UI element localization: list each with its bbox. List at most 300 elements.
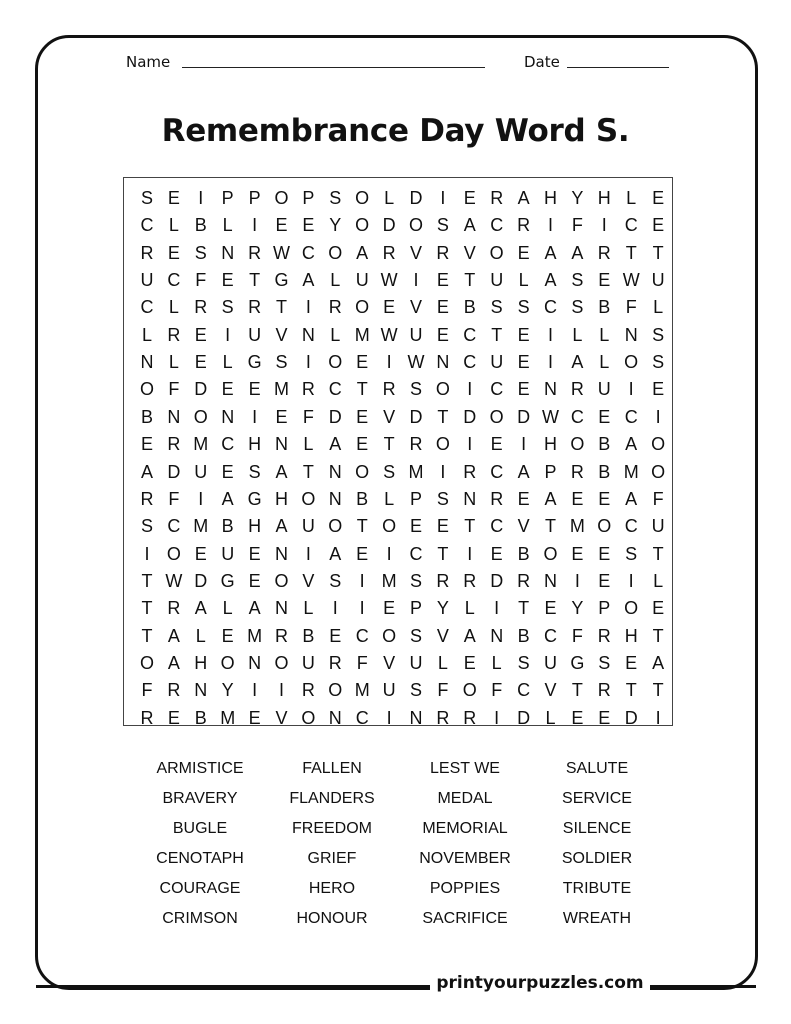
grid-letter[interactable]: T (491, 324, 503, 345)
grid-letter[interactable]: C (517, 680, 531, 701)
grid-letter[interactable]: T (302, 461, 314, 482)
grid-letter[interactable]: O (489, 242, 504, 263)
grid-letter[interactable]: P (221, 188, 234, 208)
grid-letter[interactable]: I (386, 707, 392, 728)
grid-letter[interactable]: N (544, 379, 557, 400)
grid-letter[interactable]: D (409, 406, 423, 427)
grid-letter[interactable]: L (222, 598, 233, 619)
grid-letter[interactable]: C (301, 242, 315, 263)
grid-letter[interactable]: A (356, 242, 369, 263)
grid-letter[interactable]: C (167, 516, 181, 537)
grid-letter[interactable]: E (652, 215, 665, 236)
grid-letter[interactable]: A (329, 434, 342, 455)
grid-letter[interactable]: E (436, 297, 449, 318)
grid-letter[interactable]: I (628, 570, 634, 591)
grid-letter[interactable]: U (221, 543, 235, 564)
grid-letter[interactable]: N (409, 707, 423, 728)
grid-letter[interactable]: S (140, 188, 153, 208)
grid-letter[interactable]: A (544, 242, 557, 263)
grid-letter[interactable]: C (490, 379, 504, 400)
grid-letter[interactable]: U (651, 516, 665, 537)
grid-letter[interactable]: V (463, 242, 476, 263)
grid-letter[interactable]: O (274, 570, 289, 591)
grid-letter[interactable]: O (435, 434, 450, 455)
grid-letter[interactable]: I (278, 680, 284, 701)
grid-letter[interactable]: E (544, 598, 557, 619)
grid-letter[interactable]: T (141, 570, 153, 591)
grid-letter[interactable]: U (301, 652, 315, 673)
grid-letter[interactable]: E (490, 543, 503, 564)
grid-letter[interactable]: P (409, 488, 422, 509)
grid-letter[interactable]: C (463, 352, 477, 373)
grid-letter[interactable]: Y (221, 680, 234, 701)
grid-letter[interactable]: L (491, 652, 502, 673)
grid-letter[interactable]: T (625, 242, 637, 263)
grid-letter[interactable]: D (463, 406, 477, 427)
grid-letter[interactable]: I (198, 188, 204, 208)
grid-letter[interactable]: E (652, 188, 665, 208)
grid-letter[interactable]: A (248, 598, 261, 619)
grid-letter[interactable]: N (436, 352, 450, 373)
grid-letter[interactable]: B (221, 516, 234, 537)
grid-letter[interactable]: H (624, 625, 638, 646)
grid-letter[interactable]: M (569, 516, 585, 537)
grid-letter[interactable]: H (275, 488, 288, 509)
grid-letter[interactable]: B (194, 215, 207, 236)
grid-letter[interactable]: B (598, 461, 611, 482)
grid-letter[interactable]: L (518, 270, 529, 291)
grid-letter[interactable]: T (652, 242, 664, 263)
grid-letter[interactable]: I (252, 406, 258, 427)
grid-letter[interactable]: I (467, 543, 473, 564)
grid-letter[interactable]: E (517, 379, 530, 400)
grid-letter[interactable]: M (193, 434, 209, 455)
grid-letter[interactable]: F (571, 215, 583, 236)
grid-letter[interactable]: R (140, 242, 154, 263)
grid-letter[interactable]: S (436, 215, 449, 236)
grid-letter[interactable]: D (517, 707, 531, 728)
grid-letter[interactable]: R (382, 242, 396, 263)
grid-letter[interactable]: A (221, 488, 234, 509)
grid-letter[interactable]: I (547, 324, 553, 345)
grid-letter[interactable]: O (355, 215, 370, 236)
grid-letter[interactable]: N (221, 406, 235, 427)
grid-letter[interactable]: R (517, 570, 531, 591)
grid-letter[interactable]: S (194, 242, 207, 263)
grid-letter[interactable]: P (302, 188, 315, 208)
grid-letter[interactable]: U (490, 352, 504, 373)
grid-letter[interactable]: G (220, 570, 235, 591)
grid-letter[interactable]: E (194, 543, 207, 564)
grid-letter[interactable]: L (599, 324, 610, 345)
grid-letter[interactable]: O (543, 543, 558, 564)
grid-letter[interactable]: V (275, 707, 288, 728)
grid-letter[interactable]: L (384, 188, 395, 208)
grid-letter[interactable]: E (383, 598, 396, 619)
date-field-line[interactable] (567, 67, 669, 68)
grid-letter[interactable]: F (652, 488, 664, 509)
grid-letter[interactable]: A (275, 461, 288, 482)
grid-letter[interactable]: E (463, 652, 476, 673)
grid-letter[interactable]: F (625, 297, 637, 318)
grid-letter[interactable]: I (305, 352, 311, 373)
grid-letter[interactable]: B (598, 434, 611, 455)
grid-letter[interactable]: O (489, 406, 504, 427)
grid-letter[interactable]: A (517, 188, 530, 208)
grid-letter[interactable]: C (570, 406, 584, 427)
grid-letter[interactable]: I (359, 570, 365, 591)
grid-letter[interactable]: R (463, 707, 477, 728)
grid-letter[interactable]: E (598, 707, 611, 728)
grid-letter[interactable]: R (436, 570, 450, 591)
grid-letter[interactable]: G (247, 352, 262, 373)
grid-letter[interactable]: I (198, 488, 204, 509)
grid-letter[interactable]: T (652, 543, 664, 564)
grid-letter[interactable]: O (274, 652, 289, 673)
grid-letter[interactable]: M (381, 570, 397, 591)
grid-letter[interactable]: R (301, 379, 315, 400)
grid-letter[interactable]: I (467, 379, 473, 400)
grid-letter[interactable]: M (623, 461, 639, 482)
grid-letter[interactable]: R (167, 434, 181, 455)
grid-letter[interactable]: R (597, 680, 611, 701)
grid-letter[interactable]: E (571, 543, 584, 564)
grid-letter[interactable]: H (597, 188, 611, 208)
grid-letter[interactable]: E (356, 352, 369, 373)
grid-letter[interactable]: F (141, 680, 153, 701)
grid-letter[interactable]: R (597, 625, 611, 646)
grid-letter[interactable]: E (329, 625, 342, 646)
grid-letter[interactable]: R (570, 379, 584, 400)
grid-letter[interactable]: B (517, 625, 530, 646)
grid-letter[interactable]: T (518, 598, 530, 619)
grid-letter[interactable]: S (490, 297, 503, 318)
grid-letter[interactable]: I (655, 406, 661, 427)
grid-letter[interactable]: H (544, 188, 557, 208)
grid-letter[interactable]: N (221, 242, 235, 263)
grid-letter[interactable]: E (167, 188, 180, 208)
grid-letter[interactable]: R (140, 707, 154, 728)
grid-letter[interactable]: R (490, 188, 504, 208)
grid-letter[interactable]: O (328, 242, 343, 263)
grid-letter[interactable]: C (355, 625, 369, 646)
grid-letter[interactable]: A (140, 461, 153, 482)
grid-letter[interactable]: R (140, 488, 154, 509)
grid-letter[interactable]: U (382, 680, 396, 701)
grid-letter[interactable]: C (624, 406, 638, 427)
grid-letter[interactable]: O (355, 188, 370, 208)
grid-letter[interactable]: I (225, 324, 231, 345)
grid-letter[interactable]: C (328, 379, 342, 400)
grid-letter[interactable]: E (356, 543, 369, 564)
grid-letter[interactable]: E (598, 270, 611, 291)
grid-letter[interactable]: L (464, 598, 475, 619)
grid-letter[interactable]: S (329, 188, 342, 208)
grid-letter[interactable]: U (597, 379, 611, 400)
grid-letter[interactable]: R (409, 434, 423, 455)
grid-letter[interactable]: R (517, 215, 531, 236)
grid-letter[interactable]: R (248, 242, 262, 263)
grid-letter[interactable]: I (547, 215, 553, 236)
grid-letter[interactable]: W (622, 270, 640, 291)
grid-letter[interactable]: C (490, 461, 504, 482)
grid-letter[interactable]: N (328, 488, 342, 509)
grid-letter[interactable]: W (380, 324, 398, 345)
grid-letter[interactable]: I (144, 543, 150, 564)
grid-letter[interactable]: I (521, 434, 527, 455)
grid-letter[interactable]: E (221, 270, 234, 291)
grid-letter[interactable]: T (464, 516, 476, 537)
grid-letter[interactable]: B (517, 543, 530, 564)
grid-letter[interactable]: N (275, 543, 288, 564)
grid-letter[interactable]: M (247, 625, 263, 646)
grid-letter[interactable]: R (463, 461, 477, 482)
grid-letter[interactable]: T (249, 270, 261, 291)
grid-letter[interactable]: R (167, 324, 181, 345)
grid-letter[interactable]: O (435, 379, 450, 400)
grid-letter[interactable]: E (436, 516, 449, 537)
grid-letter[interactable]: I (467, 434, 473, 455)
grid-letter[interactable]: A (194, 598, 207, 619)
grid-letter[interactable]: V (302, 570, 315, 591)
grid-letter[interactable]: I (494, 707, 500, 728)
grid-letter[interactable]: S (571, 270, 584, 291)
name-field-line[interactable] (182, 67, 485, 68)
grid-letter[interactable]: O (382, 625, 397, 646)
grid-letter[interactable]: S (517, 652, 530, 673)
grid-letter[interactable]: E (436, 270, 449, 291)
grid-letter[interactable]: E (625, 652, 638, 673)
grid-letter[interactable]: S (409, 570, 422, 591)
grid-letter[interactable]: N (490, 625, 504, 646)
grid-letter[interactable]: L (141, 324, 152, 345)
grid-letter[interactable]: E (571, 707, 584, 728)
grid-letter[interactable]: S (221, 297, 234, 318)
grid-letter[interactable]: E (356, 406, 369, 427)
grid-letter[interactable]: E (463, 188, 476, 208)
grid-letter[interactable]: V (517, 516, 530, 537)
grid-letter[interactable]: B (302, 625, 315, 646)
grid-letter[interactable]: A (302, 270, 315, 291)
grid-letter[interactable]: O (220, 652, 235, 673)
grid-letter[interactable]: V (383, 652, 396, 673)
grid-letter[interactable]: R (463, 570, 477, 591)
grid-letter[interactable]: S (652, 352, 665, 373)
grid-letter[interactable]: C (624, 516, 638, 537)
grid-letter[interactable]: U (140, 270, 154, 291)
grid-letter[interactable]: N (194, 680, 208, 701)
grid-letter[interactable]: L (168, 297, 179, 318)
grid-letter[interactable]: R (194, 297, 208, 318)
grid-letter[interactable]: H (544, 434, 557, 455)
grid-letter[interactable]: N (248, 652, 262, 673)
grid-letter[interactable]: F (356, 652, 368, 673)
grid-letter[interactable]: E (221, 461, 234, 482)
grid-letter[interactable]: D (167, 461, 181, 482)
grid-letter[interactable]: C (463, 324, 477, 345)
grid-letter[interactable]: G (247, 488, 262, 509)
grid-letter[interactable]: C (490, 516, 504, 537)
grid-letter[interactable]: F (168, 379, 180, 400)
grid-letter[interactable]: L (626, 188, 637, 208)
grid-letter[interactable]: L (653, 297, 664, 318)
grid-letter[interactable]: C (490, 215, 504, 236)
grid-letter[interactable]: O (355, 461, 370, 482)
grid-letter[interactable]: E (409, 516, 422, 537)
grid-letter[interactable]: E (652, 379, 665, 400)
grid-letter[interactable]: A (544, 488, 557, 509)
grid-letter[interactable]: A (571, 242, 584, 263)
grid-letter[interactable]: S (652, 324, 665, 345)
grid-letter[interactable]: A (517, 461, 530, 482)
grid-letter[interactable]: N (275, 598, 288, 619)
grid-letter[interactable]: L (303, 598, 314, 619)
grid-letter[interactable]: D (382, 215, 396, 236)
grid-letter[interactable]: W (273, 242, 290, 263)
grid-letter[interactable]: C (140, 297, 154, 318)
grid-letter[interactable]: E (167, 242, 180, 263)
grid-letter[interactable]: O (274, 188, 289, 208)
grid-letter[interactable]: S (571, 297, 584, 318)
grid-letter[interactable]: O (139, 652, 154, 673)
grid-letter[interactable]: T (356, 379, 368, 400)
grid-letter[interactable]: L (330, 324, 341, 345)
grid-letter[interactable]: V (544, 680, 557, 701)
grid-letter[interactable]: L (437, 652, 448, 673)
grid-letter[interactable]: L (653, 570, 664, 591)
grid-letter[interactable]: O (382, 516, 397, 537)
grid-letter[interactable]: M (274, 379, 289, 400)
grid-letter[interactable]: A (463, 625, 476, 646)
grid-letter[interactable]: N (301, 324, 315, 345)
grid-letter[interactable]: T (141, 625, 153, 646)
grid-letter[interactable]: L (545, 707, 556, 728)
grid-letter[interactable]: W (542, 406, 559, 427)
grid-letter[interactable]: B (356, 488, 369, 509)
grid-letter[interactable]: E (490, 434, 503, 455)
grid-letter[interactable]: R (328, 652, 342, 673)
grid-letter[interactable]: C (355, 707, 369, 728)
grid-letter[interactable]: I (601, 215, 607, 236)
grid-letter[interactable]: N (544, 570, 557, 591)
grid-letter[interactable]: U (409, 652, 423, 673)
grid-letter[interactable]: T (356, 516, 368, 537)
grid-letter[interactable]: I (547, 352, 553, 373)
grid-letter[interactable]: S (409, 379, 422, 400)
grid-letter[interactable]: T (437, 406, 449, 427)
grid-letter[interactable]: R (597, 242, 611, 263)
grid-letter[interactable]: D (409, 188, 423, 208)
grid-letter[interactable]: E (194, 352, 207, 373)
grid-letter[interactable]: I (252, 215, 258, 236)
grid-letter[interactable]: Y (571, 188, 584, 208)
grid-letter[interactable]: I (574, 570, 580, 591)
grid-letter[interactable]: L (384, 488, 395, 509)
grid-letter[interactable]: O (408, 215, 423, 236)
grid-letter[interactable]: I (386, 352, 392, 373)
grid-letter[interactable]: S (140, 516, 153, 537)
grid-letter[interactable]: C (544, 625, 557, 646)
grid-letter[interactable]: M (354, 324, 370, 345)
grid-letter[interactable]: E (248, 570, 261, 591)
grid-letter[interactable]: I (359, 598, 365, 619)
grid-letter[interactable]: W (380, 270, 398, 291)
grid-letter[interactable]: L (168, 352, 179, 373)
grid-letter[interactable]: A (167, 652, 180, 673)
grid-letter[interactable]: R (167, 680, 181, 701)
grid-letter[interactable]: D (194, 379, 208, 400)
grid-letter[interactable]: M (354, 680, 370, 701)
grid-letter[interactable]: T (545, 516, 556, 537)
grid-letter[interactable]: O (570, 434, 585, 455)
grid-letter[interactable]: N (140, 352, 154, 373)
grid-letter[interactable]: I (628, 379, 634, 400)
grid-letter[interactable]: R (275, 625, 288, 646)
grid-letter[interactable]: D (624, 707, 638, 728)
grid-letter[interactable]: C (140, 215, 154, 236)
grid-letter[interactable]: D (328, 406, 342, 427)
grid-letter[interactable]: A (544, 270, 557, 291)
grid-letter[interactable]: T (464, 270, 476, 291)
grid-letter[interactable]: E (517, 352, 530, 373)
grid-letter[interactable]: A (652, 652, 665, 673)
grid-letter[interactable]: V (409, 297, 422, 318)
grid-letter[interactable]: R (436, 242, 450, 263)
grid-letter[interactable]: W (407, 352, 425, 373)
grid-letter[interactable]: H (248, 434, 262, 455)
grid-letter[interactable]: R (382, 379, 396, 400)
grid-letter[interactable]: A (329, 543, 342, 564)
grid-letter[interactable]: V (383, 406, 396, 427)
grid-letter[interactable]: E (436, 324, 449, 345)
grid-letter[interactable]: U (490, 270, 504, 291)
grid-letter[interactable]: F (571, 625, 583, 646)
grid-letter[interactable]: I (305, 543, 311, 564)
grid-letter[interactable]: E (517, 488, 530, 509)
grid-letter[interactable]: E (248, 707, 261, 728)
grid-letter[interactable]: I (305, 297, 311, 318)
grid-letter[interactable]: S (248, 461, 261, 482)
grid-letter[interactable]: T (571, 680, 583, 701)
grid-letter[interactable]: E (652, 598, 665, 619)
grid-letter[interactable]: E (598, 543, 611, 564)
grid-letter[interactable]: S (409, 680, 422, 701)
grid-letter[interactable]: B (140, 406, 153, 427)
grid-letter[interactable]: N (463, 488, 477, 509)
grid-letter[interactable]: A (571, 352, 584, 373)
grid-letter[interactable]: E (383, 297, 396, 318)
grid-letter[interactable]: L (572, 324, 583, 345)
grid-letter[interactable]: O (651, 434, 666, 455)
grid-letter[interactable]: R (436, 707, 450, 728)
grid-letter[interactable]: E (275, 406, 288, 427)
grid-letter[interactable]: L (599, 352, 610, 373)
grid-letter[interactable]: E (517, 324, 530, 345)
grid-letter[interactable]: I (332, 598, 338, 619)
grid-letter[interactable]: O (166, 543, 181, 564)
grid-letter[interactable]: D (194, 570, 208, 591)
grid-letter[interactable]: O (624, 598, 639, 619)
grid-letter[interactable]: Y (571, 598, 584, 619)
grid-letter[interactable]: F (168, 488, 180, 509)
grid-letter[interactable]: T (625, 680, 637, 701)
grid-letter[interactable]: H (194, 652, 208, 673)
grid-letter[interactable]: L (195, 625, 206, 646)
grid-letter[interactable]: B (463, 297, 476, 318)
grid-letter[interactable]: O (328, 680, 343, 701)
grid-letter[interactable]: T (141, 598, 153, 619)
grid-letter[interactable]: O (597, 516, 612, 537)
